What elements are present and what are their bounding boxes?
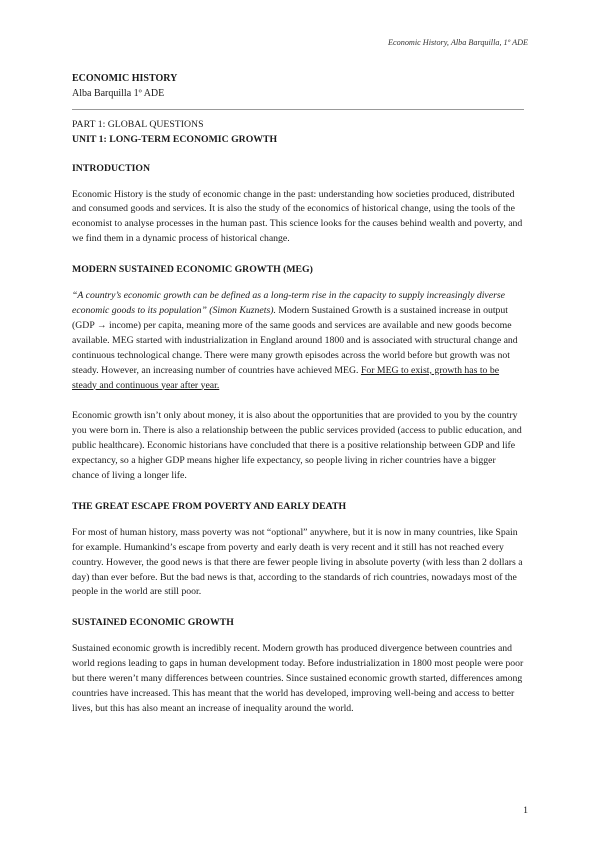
paragraph-sustained-growth: Sustained economic growth is incredibly recent. Modern growth has produced divergence between countries and world regions leading to gaps in human development today. Before industrialization in 1800 most people were poor but there weren’t many differences between countries. Since sustained economic growth started, differences among countries have increased. This has meant that the world has developed, improving well-being and access to better lives, but this has also meant an increase of inequality around the world. — [72, 643, 524, 714]
paragraph-introduction: Economic History is the study of economic change in the past: understanding how societies produced, distributed and consumed goods and services. It is also the study of the economics of historical change, using the tools of the economist to analyse processes in the human past. This science looks for the causes behind wealth and poverty, and we find them in a dynamic process of historical change. — [72, 188, 523, 245]
paragraph-meg-definition — [72, 289, 525, 393]
section-heading-great-escape: THE GREAT ESCAPE FROM POVERTY AND EARLY DEATH — [72, 500, 347, 512]
unit-title: UNIT 1: LONG-TERM ECONOMIC GROWTH — [72, 133, 278, 145]
page-content — [72, 72, 525, 728]
section-heading-meg: MODERN SUSTAINED ECONOMIC GROWTH (MEG) — [72, 264, 313, 276]
section-heading-sustained-growth: SUSTAINED ECONOMIC GROWTH — [72, 617, 234, 629]
part-label: PART 1: GLOBAL QUESTIONS — [72, 118, 204, 130]
document-author: Alba Barquilla 1º ADE — [72, 87, 165, 99]
paragraph-meg-opportunities: Economic growth isn’t only about money, it is also about the opportunities that are provided to you by the country you were born in. There is also a relationship between the public services provided (access to public education, and public healthcare). Economic historians have concluded that there is a positive relationship between GDP and life expectancy, so a higher GDP means higher life expectancy, so people living in richer countries have a bigger chance of living a longer life. — [72, 410, 522, 482]
page-number: 1 — [523, 805, 528, 816]
section-heading-introduction: INTRODUCTION — [72, 162, 151, 174]
header-divider — [72, 109, 524, 110]
meg-key-condition: For MEG to exist, growth has to be steady and continuous year after year. — [72, 364, 500, 391]
paragraph-great-escape: For most of human history, mass poverty was not “optional” anywhere, but it is now in many countries, like Spain for example. Humankind’s escape from poverty and early death is very recent and it still has not reached every country. However, the good news is that there are fewer people living in absolute poverty (with less than 2 dollars a day) than ever before. But the bad news is that, according to the standards of rich countries, nowadays most of the people in the world are still poor. — [72, 526, 523, 598]
document-title: ECONOMIC HISTORY — [72, 73, 178, 84]
running-header: Economic History, Alba Barquilla, 1º ADE — [388, 38, 528, 47]
meg-definition-text: Modern Sustained Growth is a sustained increase in output (GDP → income) per capita, meaning more of the same goods and services are available and new goods become available. MEG started with industrialization in England around 1800 and is associated with structural change and continuous technological change. There were many growth episodes across the world before but growth was not steady. However, an increasing number of countries have achieved MEG. — [72, 304, 518, 376]
kuznets-quote: “A country’s economic growth can be defined as a long-term rise in the capacity to supply increasingly diverse economic goods to its population” (Simon Kuznets). — [72, 290, 505, 316]
